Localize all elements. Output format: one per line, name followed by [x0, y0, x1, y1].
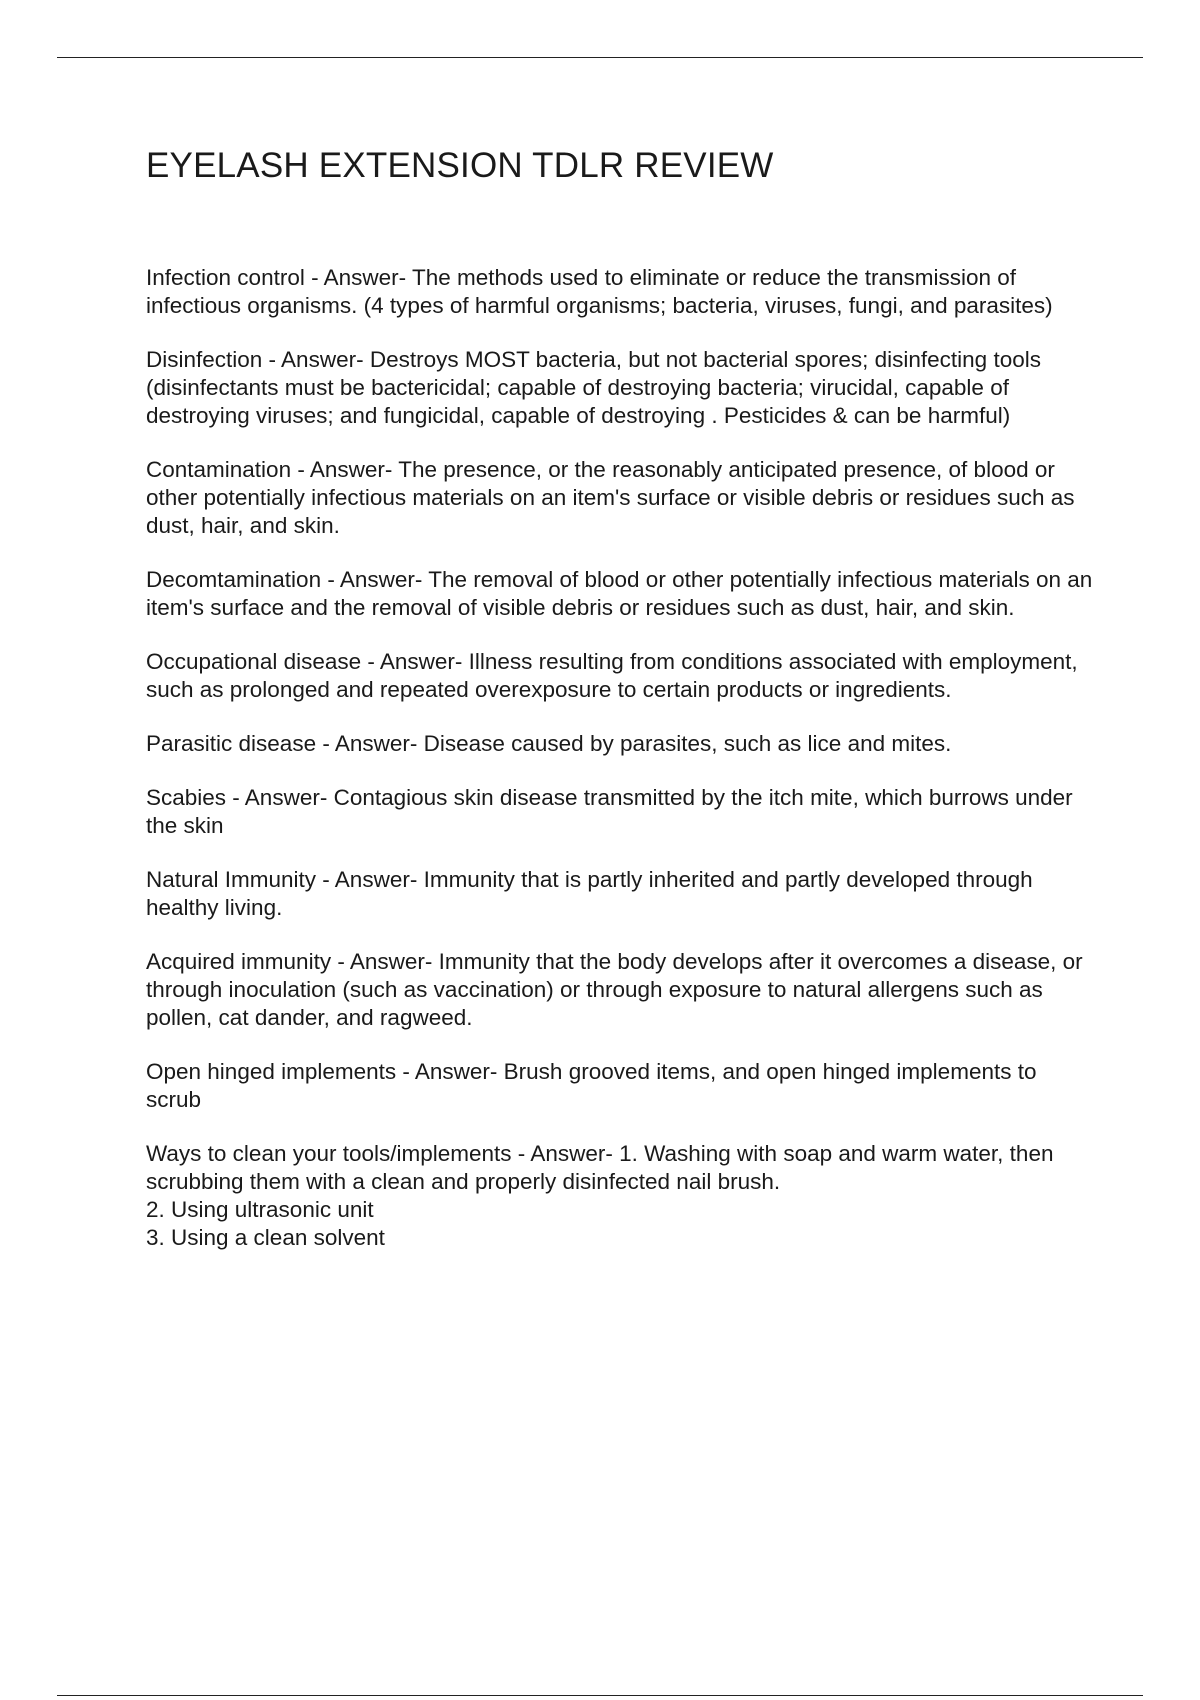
qa-entry-scabies: Scabies - Answer- Contagious skin disease transmitted by the itch mite, which burrows under the skin — [146, 785, 1073, 838]
top-divider — [57, 57, 1143, 58]
qa-entry-acquired-immunity: Acquired immunity - Answer- Immunity that the body develops after it overcomes a disease, or through inoculation (such as vaccination) or through exposure to natural allergens such as pollen, cat dander, and ragweed. — [146, 949, 1083, 1030]
qa-entry-decontamination: Decomtamination - Answer- The removal of blood or other potentially infectious materials on an item's surface and the removal of visible debris or residues such as dust, hair, and skin. — [146, 567, 1093, 620]
page-title: EYELASH EXTENSION TDLR REVIEW — [146, 146, 774, 185]
qa-entry-natural-immunity: Natural Immunity - Answer- Immunity that is partly inherited and partly developed through healthy living. — [146, 867, 1033, 920]
document-body — [146, 140, 1096, 1278]
qa-entry-contamination: Contamination - Answer- The presence, or the reasonably anticipated presence, of blood or other potentially infectious materials on an item's surface or visible debris or residues such as dust, hair, and skin. — [146, 457, 1075, 538]
qa-entry-open-hinged-implements: Open hinged implements - Answer- Brush grooved items, and open hinged implements to scrub — [146, 1059, 1037, 1112]
qa-entry-disinfection: Disinfection - Answer- Destroys MOST bacteria, but not bacterial spores; disinfecting tools (disinfectants must be bactericidal; capable of destroying bacteria; virucidal, capable of destroying viruses; and fungicidal, capable of destroying . Pesticides & can be harmful) — [146, 347, 1041, 428]
bottom-divider — [57, 1695, 1143, 1696]
qa-entry-infection-control: Infection control - Answer- The methods used to eliminate or reduce the transmission of infectious organisms. (4 types of harmful organisms; bacteria, viruses, fungi, and parasites) — [146, 265, 1053, 318]
qa-entry-occupational-disease: Occupational disease - Answer- Illness resulting from conditions associated with employment, such as prolonged and repeated overexposure to certain products or ingredients. — [146, 649, 1078, 702]
qa-entry-ways-to-clean: Ways to clean your tools/implements - Answer- 1. Washing with soap and warm water, then scrubbing them with a clean and properly disinfected nail brush. 2. Using ultrasonic unit 3. Using a clean solvent — [146, 1141, 1054, 1250]
qa-entry-parasitic-disease: Parasitic disease - Answer- Disease caused by parasites, such as lice and mites. — [146, 731, 952, 756]
qa-list — [146, 264, 1096, 1252]
